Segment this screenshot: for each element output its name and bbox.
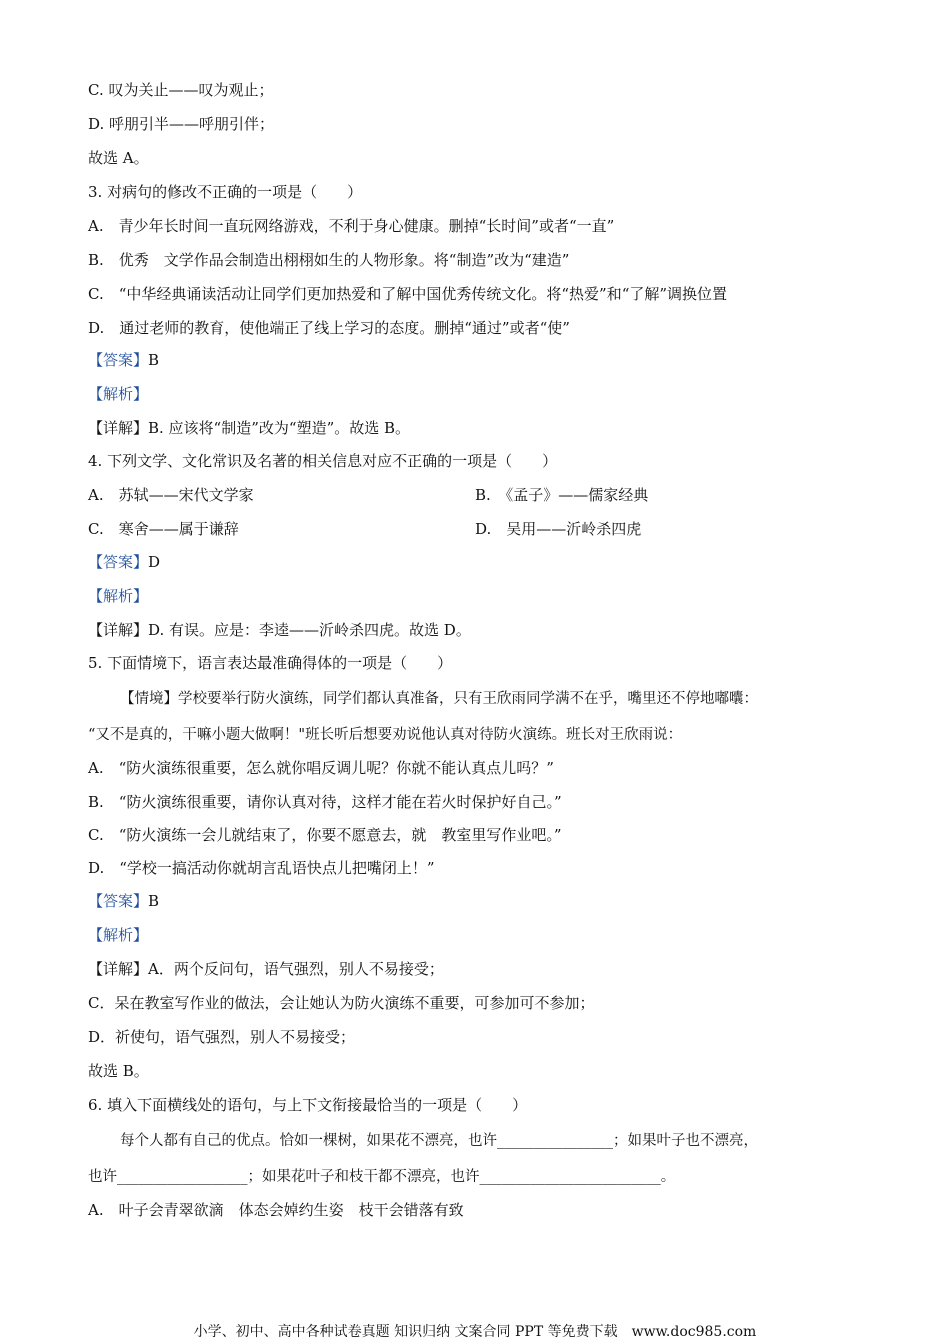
q5-detail-c: C．呆在教室写作业的做法，会让她认为防火演练不重要，可参加可不参加； xyxy=(88,994,595,1012)
q3-option-b: B. 优秀 文学作品会制造出栩栩如生的人物形象。将“制造”改为“建造” xyxy=(88,251,570,269)
answer-tag: 【答案】 xyxy=(88,553,149,571)
question-3: 3. 对病句的修改不正确的一项是（ ） xyxy=(88,183,363,201)
question-5: 5. 下面情境下，语言表达最准确得体的一项是（ ） xyxy=(88,654,453,672)
q5-analysis-tag: 【解析】 xyxy=(88,926,149,944)
answer-value: D xyxy=(148,553,161,571)
q5-conclusion: 故选 B。 xyxy=(88,1062,149,1080)
q4-options-row-2 xyxy=(88,519,910,539)
q6-text-1: 每个人都有自己的优点。恰如一棵树，如果花不漂亮，也许________________；如果叶子也不漂亮， xyxy=(120,1133,758,1149)
q6-text-2: 也许__________________；如果花叶子和枝干都不漂亮，也许_________________________。 xyxy=(88,1169,676,1185)
q5-detail-d: D．祈使句，语气强烈，别人不易接受； xyxy=(88,1028,356,1046)
question-6: 6. 填入下面横线处的语句，与上下文衔接最恰当的一项是（ ） xyxy=(88,1096,528,1114)
question-4: 4. 下列文学、文化常识及名著的相关信息对应不正确的一项是（ ） xyxy=(88,452,558,470)
answer-value: B xyxy=(148,892,160,910)
q4-option-a: A. 苏轼——宋代文学家 xyxy=(88,486,254,504)
answer-value: B xyxy=(148,351,160,369)
q4-option-c: C. 寒舍——属于谦辞 xyxy=(88,520,239,538)
answer-tag: 【答案】 xyxy=(88,892,149,910)
q4-options-row-1 xyxy=(88,485,910,505)
q3-option-d: D. 通过老师的教育，使他端正了线上学习的态度。删掉“通过”或者“使” xyxy=(88,319,570,337)
q5-context-1: 【情境】学校要举行防火演练，同学们都认真准备，只有王欣雨同学满不在乎，嘴里还不停地嘟囔： xyxy=(120,691,758,707)
q4-detail: 【详解】D. 有误。应是：李逵——沂岭杀四虎。故选 D。 xyxy=(88,621,471,639)
answer-tag: 【答案】 xyxy=(88,351,149,369)
q3-option-a: A. 青少年长时间一直玩网络游戏，不利于身心健康。删掉“长时间”或者“一直” xyxy=(88,217,615,235)
conclusion: 故选 A。 xyxy=(88,149,149,167)
q5-answer xyxy=(88,891,910,911)
q3-answer xyxy=(88,350,910,370)
q5-option-d: D. “学校一搞活动你就胡言乱语快点儿把嘴闭上！” xyxy=(88,859,435,877)
q5-option-a: A. “防火演练很重要，怎么就你唱反调儿呢？你就不能认真点儿吗？” xyxy=(88,759,554,777)
q4-option-d: D. 吴用——沂岭杀四虎 xyxy=(475,520,642,538)
q3-analysis-tag: 【解析】 xyxy=(88,385,149,403)
option-d-correction: D. 呼朋引半——呼朋引伴； xyxy=(88,115,275,133)
q4-option-b: B. 《孟子》——儒家经典 xyxy=(475,486,649,504)
q3-option-c: C. “中华经典诵读活动让同学们更加热爱和了解中国优秀传统文化。将“热爱”和“了解”调换位置 xyxy=(88,285,728,303)
q5-option-c: C. “防火演练一会儿就结束了，你要不愿意去，就 教室里写作业吧。” xyxy=(88,826,562,844)
q5-context-2: “又不是真的，干嘛小题大做啊！"班长听后想要劝说他认真对待防火演练。班长对王欣雨说： xyxy=(88,727,683,743)
page-footer: 小学、初中、高中各种试卷真题 知识归纳 文案合同 PPT 等免费下载 www.doc985.com xyxy=(193,1324,757,1340)
q5-option-b: B. “防火演练很重要，请你认真对待，这样才能在若火时保护好自己。” xyxy=(88,793,562,811)
q4-analysis-tag: 【解析】 xyxy=(88,587,149,605)
q5-detail-a: 【详解】A．两个反问句，语气强烈，别人不易接受； xyxy=(88,960,444,978)
q4-answer xyxy=(88,552,910,572)
q3-detail: 【详解】B. 应该将“制造”改为“塑造”。故选 B。 xyxy=(88,419,411,437)
option-c-correction: C. 叹为关止——叹为观止； xyxy=(88,81,274,99)
q6-option-a: A. 叶子会青翠欲滴 体态会婥约生姿 枝干会错落有致 xyxy=(88,1201,464,1219)
